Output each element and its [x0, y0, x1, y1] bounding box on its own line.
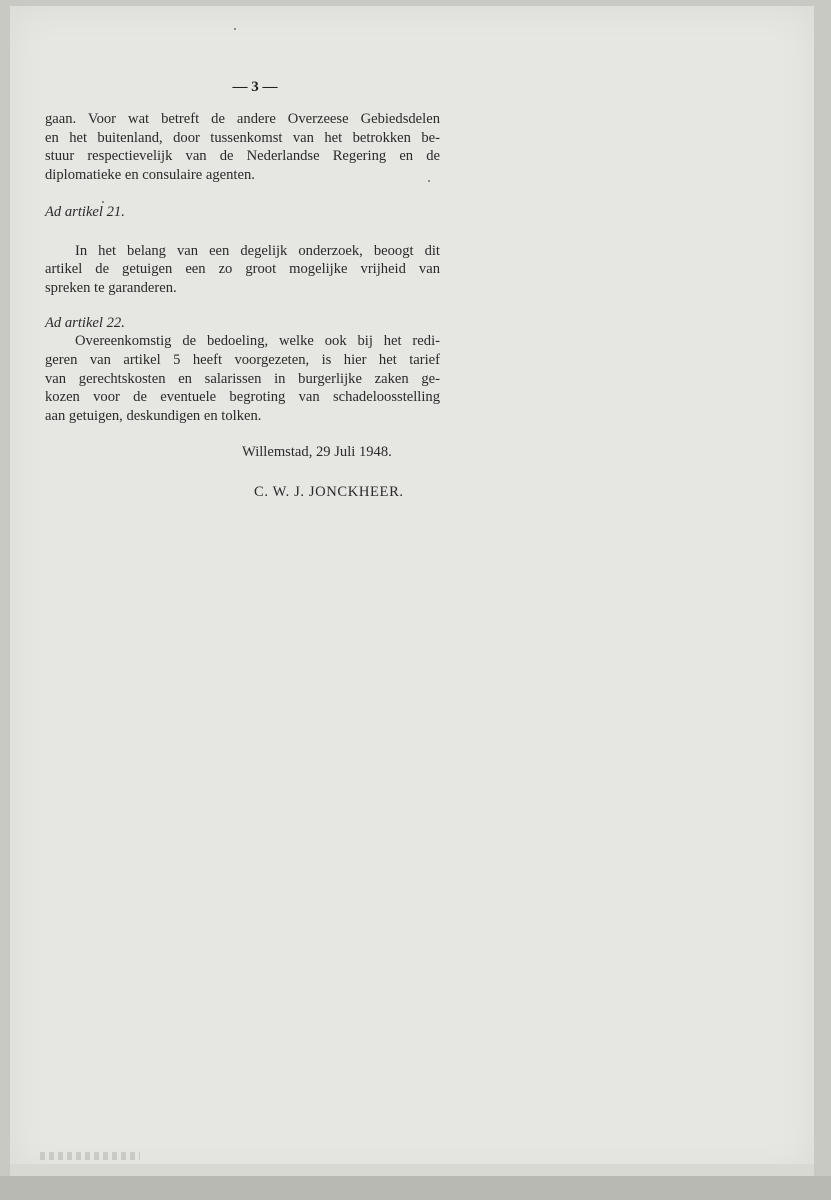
article-21-paragraph	[45, 242, 440, 298]
text-line: stuur respectievelijk van de Nederlandse Regering en de	[45, 148, 440, 165]
text-line: geren van artikel 5 heeft voorgezeten, is hier het tarief	[45, 352, 440, 369]
article-22-paragraph	[45, 332, 440, 426]
text-line: aan getuigen, deskundigen en tolken.	[45, 408, 262, 425]
ink-speck	[234, 28, 236, 30]
text-line: In het belang van een degelijk onderzoek, beoogt dit	[75, 242, 440, 259]
text-line: van gerechtskosten en salarissen in burgerlijke zaken ge-	[45, 370, 440, 387]
text-line: artikel de getuigen een zo groot mogelijke vrijheid van	[45, 261, 440, 278]
page-bottom-edge	[10, 1164, 814, 1176]
signature-name: C. W. J. JONCKHEER.	[254, 484, 404, 500]
text-line: gaan. Voor wat betreft de andere Overzeese Gebiedsdelen	[45, 111, 440, 127]
place-date: Willemstad, 29 Juli 1948.	[242, 444, 392, 460]
article-22-heading: Ad artikel 22.	[45, 314, 125, 331]
page-number: — 3 —	[232, 79, 278, 95]
document-body	[45, 110, 440, 426]
show-through-text	[260, 511, 814, 1111]
text-line: kozen voor de eventuele begroting van schadeloosstelling	[45, 389, 440, 406]
intro-paragraph	[45, 110, 440, 185]
scan-background-edge	[0, 1176, 831, 1200]
text-line: Overeenkomstig de bedoeling, welke ook bij het redi-	[75, 333, 440, 350]
text-line: diplomatieke en consulaire agenten.	[45, 167, 255, 184]
edge-mark	[40, 1152, 140, 1160]
text-line: spreken te garanderen.	[45, 279, 177, 296]
text-line: en het buitenland, door tussenkomst van het betrokken be-	[45, 129, 440, 146]
article-21-heading: Ad artikel 21.	[45, 203, 125, 220]
